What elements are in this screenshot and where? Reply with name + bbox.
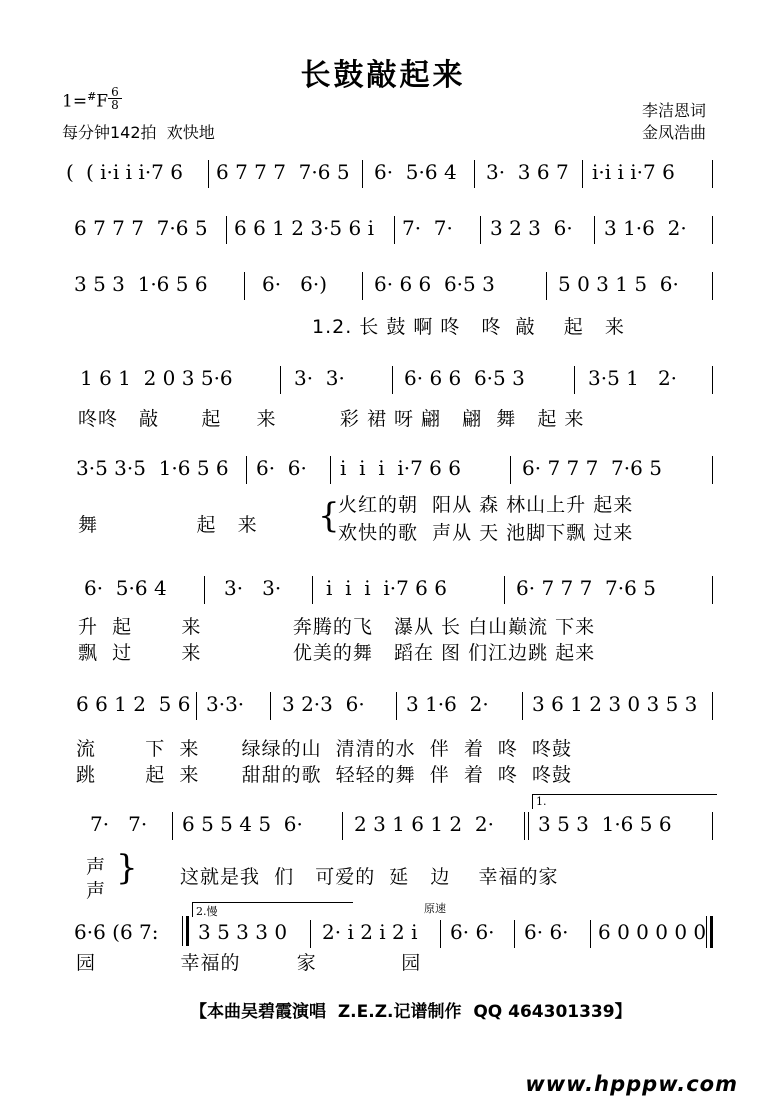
measure: 3 5 3 1·6 5 6	[538, 812, 672, 836]
site-watermark: www.hpppw.com	[525, 1072, 738, 1096]
time-signature: 6 8	[108, 86, 122, 111]
song-title: 长鼓敲起来	[300, 58, 466, 93]
lyric-line: 咚咚 敲 起 来 彩 裙 呀 翩 翩 舞 起 来	[78, 408, 585, 430]
credits-footer: 【本曲吴碧霞演唱 Z.E.Z.记谱制作 QQ 464301339】	[190, 1002, 632, 1022]
measure: 3·3·	[206, 692, 245, 716]
paren-open: (	[66, 160, 74, 184]
composer-credit: 金凤浩曲	[641, 123, 706, 142]
measure: 3 1·6 2·	[406, 692, 489, 716]
measure: 3 6 1 2 3 0 3 5 3	[532, 692, 698, 716]
measure: ( i·i i i·7 6	[86, 160, 183, 184]
measure: 6 7 7 7 7·6 5	[74, 216, 208, 240]
measure: 3· 3·	[224, 576, 282, 600]
measure: 6· 6 6 6·5 3	[374, 272, 495, 296]
measure: i i i i·7 6 6	[340, 456, 461, 480]
measure: 5 0 3 1 5 6·	[558, 272, 679, 296]
measure: 6· 6·)	[262, 272, 328, 296]
measure: 3·5 1 2·	[588, 366, 678, 390]
measure: 6 7 7 7 7·6 5	[216, 160, 350, 184]
verse-brace: }	[116, 848, 138, 888]
lyricist-credit: 李洁恩词	[641, 101, 706, 120]
measure: 6 6 1 2 3·5 6 i	[234, 216, 374, 240]
measure: 3 5 3 3 0	[198, 920, 288, 944]
measure: 6· 5·6 4	[374, 160, 457, 184]
lyric-verse-2: 声	[86, 880, 107, 902]
measure: 6 0 0 0 0 0	[598, 920, 707, 944]
measure: 6· 7 7 7 7·6 5	[522, 456, 662, 480]
measure: i i i i·7 6 6	[326, 576, 447, 600]
lyric-line: 飘 过 来 优美的舞 蹈在 图 们江边跳 起来	[78, 642, 596, 664]
measure: 3· 3 6 7	[486, 160, 569, 184]
measure: 6· 6 6 6·5 3	[404, 366, 525, 390]
lyric-line: 1.2. 长 鼓 啊 咚 咚 敲 起 来	[312, 316, 625, 338]
measure: 3·5 3·5 1·6 5 6	[76, 456, 229, 480]
measure: 3· 3·	[294, 366, 345, 390]
measure: 3 5 3 1·6 5 6	[74, 272, 208, 296]
lyric-line: 升 起 来 奔腾的飞 瀑从 长 白山巅流 下来	[78, 616, 596, 638]
measure: 1 6 1 2 0 3 5·6	[80, 366, 233, 390]
tempo-change: 原速	[424, 902, 446, 915]
measure: 6· 6·	[524, 920, 569, 944]
measure: 6 5 5 4 5 6·	[182, 812, 303, 836]
measure: 6· 6·	[256, 456, 307, 480]
measure: 7· 7·	[90, 812, 148, 836]
measure: 2· i 2 i 2 i	[322, 920, 418, 944]
measure: 3 2·3 6·	[282, 692, 365, 716]
tempo-marking: 每分钟142拍 欢快地	[62, 123, 215, 142]
verse-brace: {	[318, 496, 340, 536]
key-signature: 1=#F	[62, 90, 109, 112]
measure: 3 1·6 2·	[604, 216, 687, 240]
lyric-line: 流 下 来 绿绿的山 清清的水 伴 着 咚 咚鼓	[76, 738, 572, 760]
measure: i·i i i·7 6	[592, 160, 675, 184]
measure: 3 2 3 6·	[490, 216, 573, 240]
lyric-line: 舞 起 来	[78, 514, 258, 536]
lyric-line: 园 幸福的 家 园	[76, 952, 422, 974]
measure: 6 6 1 2 5 6	[76, 692, 191, 716]
measure: 7· 7·	[402, 216, 453, 240]
measure: 6· 7 7 7 7·6 5	[516, 576, 656, 600]
lyric-verse-2: 欢快的歌 声从 天 池脚下飘 过来	[338, 522, 634, 544]
measure: 6·6 (6 7:	[74, 920, 159, 944]
lyric-verse-1: 火红的朝 阳从 森 林山上升 起来	[338, 494, 634, 516]
measure: 6· 6·	[450, 920, 495, 944]
lyric-verse-1: 声	[86, 856, 107, 878]
measure: 6· 5·6 4	[84, 576, 167, 600]
volta-1: 1.	[532, 794, 717, 809]
measure: 2 3 1 6 1 2 2·	[354, 812, 494, 836]
lyric-line: 这就是我 们 可爱的 延 边 幸福的家	[180, 866, 559, 888]
lyric-line: 跳 起 来 甜甜的歌 轻轻的舞 伴 着 咚 咚鼓	[76, 764, 572, 786]
volta-2: 2.慢	[192, 902, 353, 917]
